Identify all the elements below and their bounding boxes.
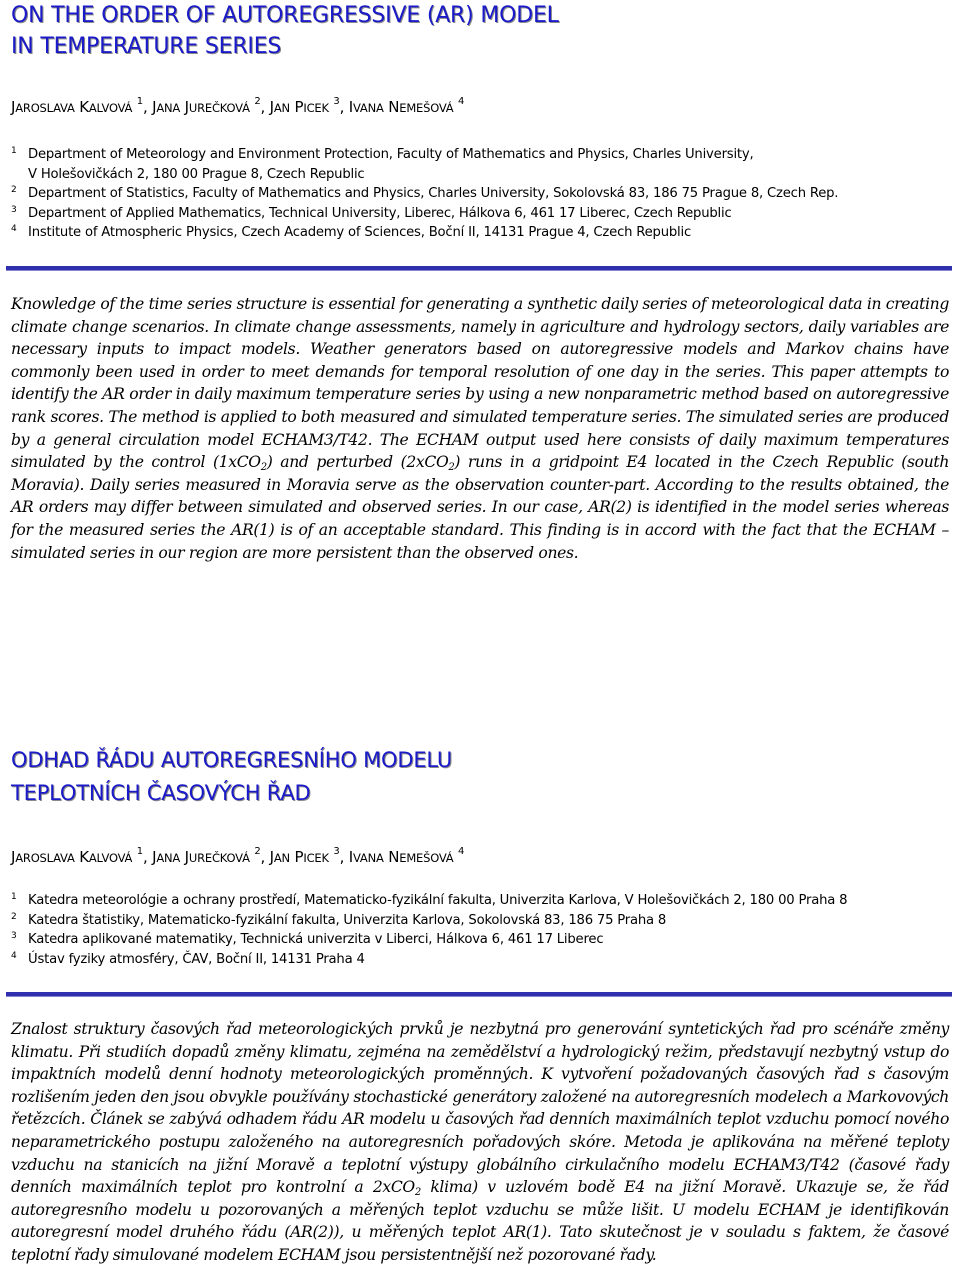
english-author-name: JAROSLAVA KALVOVÁ [11,98,133,116]
english-author-name: JANA JUREČKOVÁ [152,98,250,116]
czech-affiliations [11,891,956,969]
english-abstract-sub-1: 2 [260,462,267,474]
english-affiliation-number: 2 [11,185,17,195]
english-author-separator: , [142,98,153,116]
czech-author-1 [11,848,152,866]
section-divider [6,266,952,271]
english-author-3 [270,98,349,116]
english-author-2 [152,98,270,116]
english-affiliation-3 [11,204,956,224]
czech-authors [11,848,464,866]
czech-author-3 [270,848,349,866]
czech-affiliation-text: Katedra meteorológie a ochrany prostředí, Matematicko-fyzikální fakulta, Univerzita Karlova, V Holešovičkách 2, 180 00 Praha 8 [28,893,848,908]
english-affiliation-text: V Holešovičkách 2, 180 00 Prague 8, Czech Republic [28,166,365,182]
english-title-line-2: IN TEMPERATURE SERIES [11,34,282,59]
english-author-affiliation-mark: 1 [136,96,143,107]
english-abstract-text-3: ) runs in a gridpoint E4 located in the Czech Republic (south Moravia). Daily series measured in Moravia serve as the observation counter-part. According to the results obtained, the AR orders may differ between simulated and observed series. In our case, AR(2) is identified in the model series whereas for the measured series the AR(1) is of an acceptable standard. This finding is in accord with the fact that the ECHAM – simulated series in our region are more persistent than the observed ones. [11,453,950,562]
czech-affiliation-number: 3 [11,931,17,941]
czech-affiliation-3 [11,930,956,950]
czech-abstract [11,1018,949,1267]
english-abstract [11,293,949,564]
czech-author-name: IVANA NEMEŠOVÁ [348,848,454,866]
czech-affiliation-number: 2 [11,911,17,922]
english-author-name: JAN PICEK [269,98,329,116]
czech-affiliation-number: 1 [11,892,17,902]
english-author-1 [11,98,152,116]
czech-title [11,744,452,810]
czech-affiliation-4 [11,950,956,970]
english-affiliation-text: Department of Applied Mathematics, Technical University, Liberec, Hálkova 6, 461 17 Liberec, Czech Republic [28,205,732,221]
section-divider-czech [6,992,952,997]
czech-author-2 [152,848,270,866]
english-affiliation-2 [11,184,956,204]
czech-author-separator: , [339,848,349,866]
czech-abstract-sub-1: 2 [414,1187,421,1199]
english-author-4 [349,98,464,116]
english-affiliation-number: 3 [11,204,17,215]
czech-author-separator: , [142,848,153,866]
english-author-affiliation-mark: 3 [333,96,340,107]
english-affiliation-text: Department of Statistics, Faculty of Mathematics and Physics, Charles University, Sokolovská 83, 186 75 Prague 8, Czech Rep. [28,186,839,201]
czech-author-name: JAROSLAVA KALVOVÁ [11,848,133,866]
english-affiliation-text: Department of Meteorology and Environment Protection, Faculty of Mathematics and Physics, Charles University, [28,147,754,162]
czech-affiliation-number: 4 [11,950,17,961]
english-affiliation-4 [11,223,956,243]
english-affiliation-text: Institute of Atmospheric Physics, Czech Academy of Sciences, Boční II, 14131 Prague 4, Czech Republic [28,225,692,240]
czech-author-affiliation-mark: 4 [458,846,465,857]
english-author-affiliation-mark: 4 [458,96,465,107]
english-author-affiliation-mark: 2 [254,96,261,107]
english-author-separator: , [260,98,270,116]
english-abstract-sub-2: 2 [448,462,455,474]
czech-abstract-text-1: Znalost struktury časových řad meteorologických prvků je nezbytná pro generování syntetických řad pro scénáře změny klimatu. Při studiích dopadů změny klimatu, zejména na zemědělství a hydrologický režim, představují nezbytný vstup do impaktních modelů denní hodnoty meteorologických proměnných. K vytvoření požadovaných časových řad s časovým rozlišením jeden den jsou obvykle používány stochastické generátory založené na autoregresních modelech a Markovových řetězcích. Článek se zabývá odhadem řádu AR modelu u časových řad denních maximálních teplot vzduchu pomocí nového neparametrického postupu založeného na autoregresních pořadových skóre. Metoda je aplikována na měřené teploty vzduchu na stanicích na jižní Moravě a teplotní výstupy globálního cirkulačního modelu ECHAM3/T42 (časové řady denních maximálních teplot pro kontrolní a 2xCO [11,1020,949,1197]
english-affiliation-number: 1 [11,146,17,156]
czech-author-name: JAN PICEK [269,848,329,866]
english-abstract-text-1: Knowledge of the time series structure is essential for generating a synthetic daily series of meteorological data in creating climate change scenarios. In climate change assessments, namely in agriculture and hydrology sectors, daily variables are necessary inputs to impact models. Weather generators based on autoregressive models and Markov chains have commonly been used in order to meet demands for temporal resolution of one day in the series. This paper attempts to identify the AR order in daily maximum temperature series by using a new nonparametric method based on autoregressive rank scores. The method is applied to both measured and simulated temperature series. The simulated series are produced by a general circulation model ECHAM3/T42. The ECHAM output used here consists of daily maximum temperatures simulated by the control (1xCO [11,295,949,472]
english-authors [11,98,464,116]
czech-author-name: JANA JUREČKOVÁ [152,848,250,866]
czech-author-4 [349,848,464,866]
english-author-separator: , [339,98,349,116]
czech-author-affiliation-mark: 2 [254,846,261,857]
czech-abstract-text-2: klima) v uzlovém bodě E4 na jižní Moravě. Ukazuje se, že řád autoregresního modelu u pozorovaných a měřených teplot vzduchu se může lišit. U modelu ECHAM je identifikován autoregresní model druhého řádu (AR(2)), u měřených teplot AR(1). Tato skutečnost je v souladu s faktem, že časové teplotní řady simulované modelem ECHAM jsou persistentnější než pozorované řady. [11,1178,949,1264]
czech-affiliation-text: Katedra štatistiky, Matematicko-fyzikální fakulta, Univerzita Karlova, Sokolovská 83, 186 75 Praha 8 [28,912,667,928]
english-title-line-1: ON THE ORDER OF AUTOREGRESSIVE (AR) MODEL [11,3,559,28]
english-author-name: IVANA NEMEŠOVÁ [348,98,454,116]
czech-author-separator: , [260,848,270,866]
czech-affiliation-text: Ústav fyziky atmosféry, ČAV, Boční II, 14131 Praha 4 [28,951,365,967]
english-affiliations [11,145,956,243]
czech-title-line-1: ODHAD ŘÁDU AUTOREGRESNÍHO MODELU [11,748,453,772]
czech-title-line-2: TEPLOTNÍCH ČASOVÝCH ŘAD [11,781,311,805]
english-affiliation-1 [11,145,956,184]
czech-author-affiliation-mark: 3 [333,846,340,857]
english-title [11,0,559,62]
english-abstract-text-2: ) and perturbed (2xCO [266,453,449,472]
english-affiliation-number: 4 [11,224,17,234]
czech-affiliation-text: Katedra aplikované matematiky, Technická univerzita v Liberci, Hálkova 6, 461 17 Liberec [28,932,604,947]
czech-affiliation-1 [11,891,956,911]
czech-author-affiliation-mark: 1 [136,846,143,857]
czech-affiliation-2 [11,911,956,931]
